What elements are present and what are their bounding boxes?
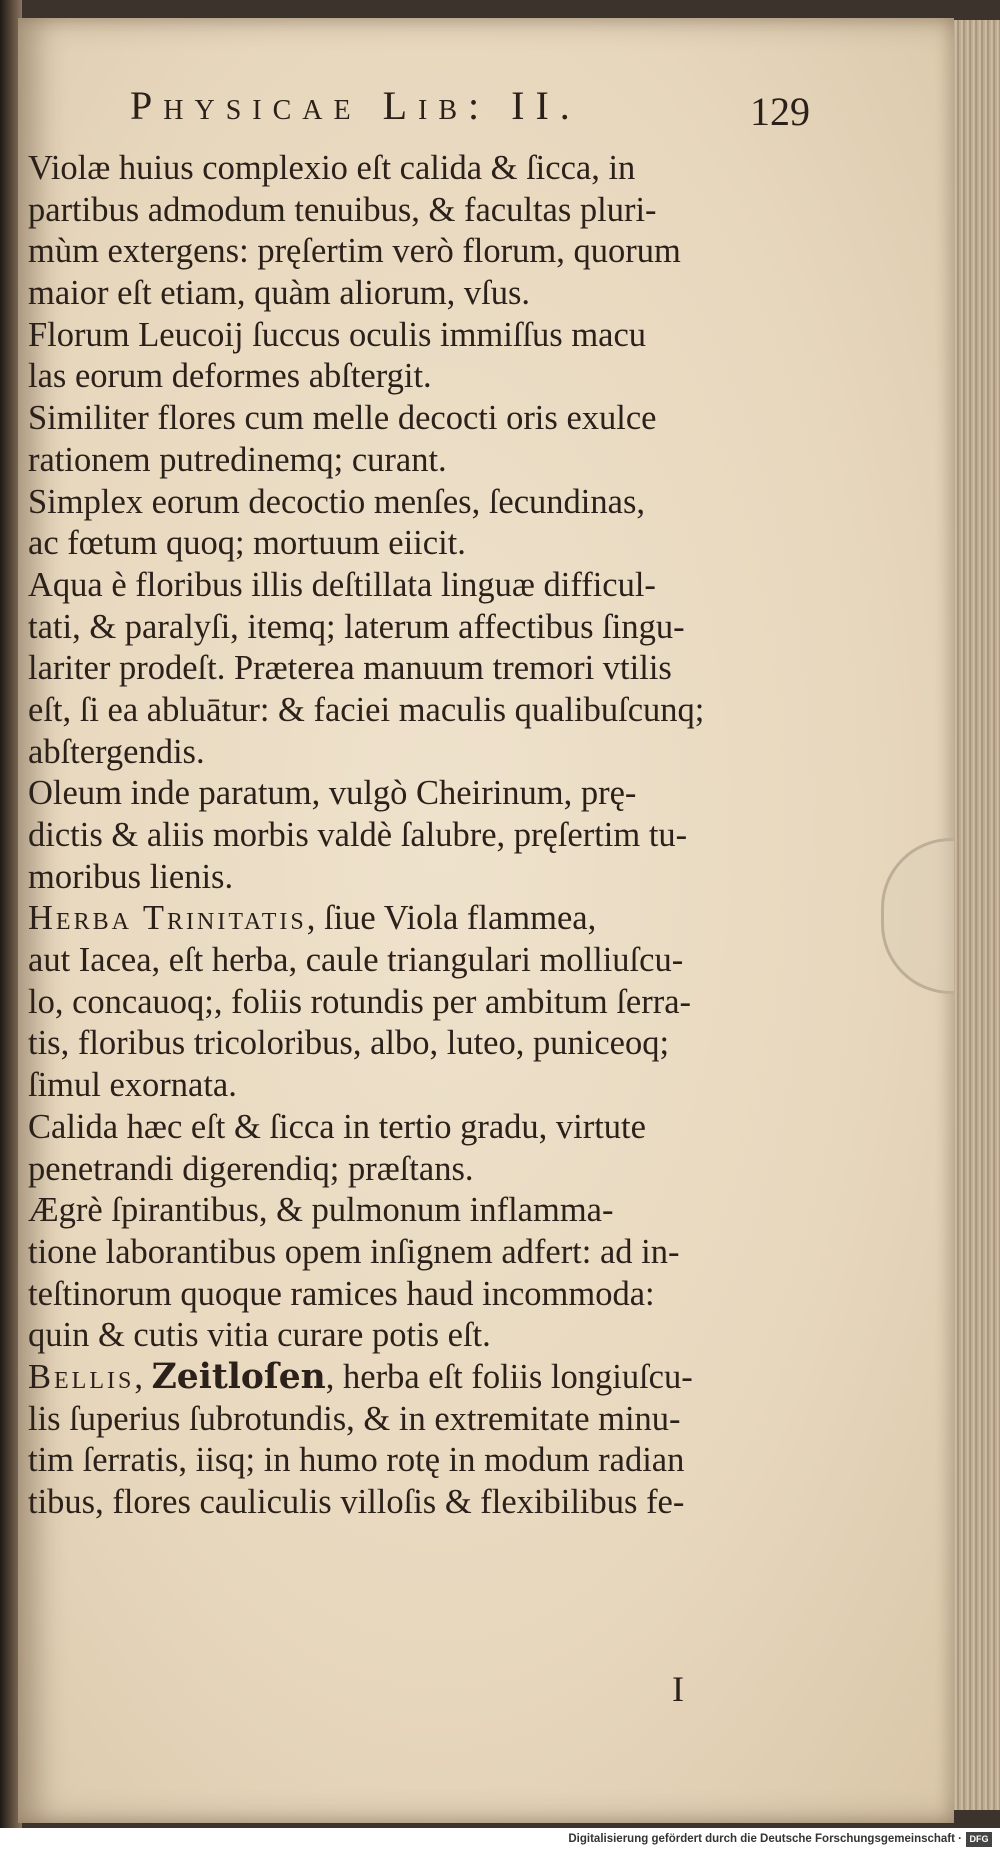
text-line [28,648,808,690]
text-line [28,940,808,982]
text-line [28,1274,808,1316]
text-line [28,1399,808,1441]
text-segment: tibus, flores cauliculis villoſis & flexibilibus fe- [28,1483,685,1521]
text-segment: tim ſerratis, iisq; in humo rotę in modum radian [28,1441,685,1480]
text-segment: moribus lienis. [28,857,234,896]
vernacular-name: Zeitloſen [151,1356,326,1397]
text-line [28,190,808,232]
text-segment: tati, & paralyſi, itemq; laterum affectibus ſingu- [28,607,685,646]
text-line [28,315,808,357]
text-segment: , herba eſt foliis longiuſcu- [325,1357,693,1396]
dfg-logo: DFG [966,1832,992,1847]
text-segment: Similiter flores cum melle decocti oris exulce [28,399,657,438]
text-line [28,1482,808,1524]
text-segment: ſimul exornata. [28,1066,237,1105]
text-segment: tione laborantibus opem inſignem adfert: ad in- [28,1232,680,1271]
text-segment: , ſiue Viola flammea, [306,899,597,938]
text-segment: eſt, ſi ea abluātur: & faciei maculis qualibuſcunq; [28,690,705,729]
text-line [28,732,808,774]
text-line [28,773,808,815]
text-line [28,1232,808,1274]
text-line [28,231,808,273]
text-line [28,482,808,524]
text-line [28,1315,808,1357]
entry-headword: Bellis [28,1357,135,1396]
text-segment: Ægrè ſpirantibus, & pulmonum inflamma- [28,1191,614,1230]
text-segment: dictis & aliis morbis valdè ſalubre, pręſertim tu- [28,816,688,854]
text-segment: lariter prodeſt. Præterea manuum tremori vtilis [28,649,672,688]
text-segment: ac fœtum quoq; mortuum eiicit. [28,524,466,563]
text-line [28,1107,808,1149]
text-segment: Oleum inde paratum, vulgò Cheirinum, prę- [28,774,637,813]
text-segment: partibus admodum tenuibus, & facultas pluri- [28,190,657,229]
text-line [28,565,808,607]
text-segment: , [134,1357,152,1396]
text-segment: abſtergendis. [28,732,205,771]
text-line [28,607,808,649]
text-line [28,1023,808,1065]
text-segment: lis ſuperius ſubrotundis, & in extremitate minu- [28,1399,681,1438]
text-segment: tis, floribus tricoloribus, albo, luteo, puniceoq; [28,1024,670,1063]
text-segment: las eorum deformes abſtergit. [28,357,432,396]
entry-headword: Herba Trinitatis [28,899,307,938]
text-line [28,398,808,440]
text-line [28,898,808,940]
text-segment: maior eſt etiam, quàm aliorum, vſus. [28,274,531,313]
book-clasp [881,838,954,994]
text-segment: lo, concauoq;, foliis rotundis per ambitum ſerra- [28,982,691,1021]
running-head-title: Physicae Lib: II. [130,83,581,128]
text-line [28,356,808,398]
text-line [28,690,808,732]
text-segment: Violæ huius complexio eſt calida & ſicca, in [28,149,636,187]
text-segment: Florum Leucoij ſuccus oculis immiſſus macu [28,315,647,354]
text-segment: mùm extergens: pręſertim verò florum, quorum [28,232,681,271]
running-head [130,82,810,142]
text-line [28,273,808,315]
text-segment: quin & cutis vitia curare potis eſt. [28,1316,491,1355]
text-line [28,440,808,482]
footer-credit: Digitalisierung gefördert durch die Deutsche Forschungsgemeinschaft · [568,1833,962,1845]
text-line [28,1190,808,1232]
catchword: I [672,1669,684,1709]
page-number: 129 [750,89,810,134]
text-segment: Aqua è floribus illis deſtillata linguæ difficul- [28,565,656,604]
text-segment: Simplex eorum decoctio menſes, ſecundinas, [28,482,646,521]
text-segment: penetrandi digerendiq; præſtans. [28,1149,474,1188]
text-segment: rationem putredinemq; curant. [28,440,447,479]
text-segment: Calida hæc eſt & ſicca in tertio gradu, virtute [28,1107,646,1146]
text-line [28,857,808,899]
text-line [28,982,808,1024]
text-line [28,523,808,565]
text-line [28,1065,808,1107]
body-text [28,148,808,1524]
text-line [28,1357,808,1399]
text-segment: aut Iacea, eſt herba, caule triangulari molliuſcu- [28,941,684,980]
text-line [28,148,808,190]
text-segment: teſtinorum quoque ramices haud incommoda: [28,1274,655,1313]
text-line [28,815,808,857]
text-line [28,1149,808,1191]
text-line [28,1440,808,1482]
